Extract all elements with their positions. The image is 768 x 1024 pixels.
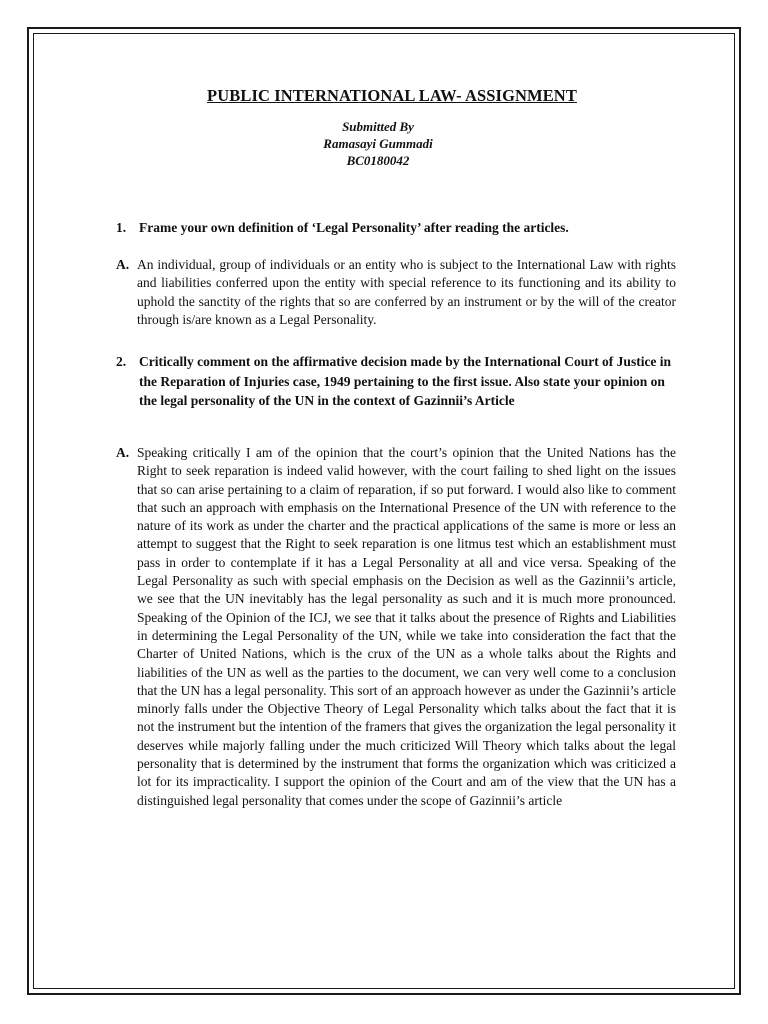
question-text: Frame your own definition of ‘Legal Personality’ after reading the articles. <box>139 220 569 235</box>
answer-label: A. <box>116 257 130 272</box>
answer-text: An individual, group of individuals or an entity who is subject to the International Law with rights and liabilities conferred upon the entity with special reference to its functioning and its ability to uphold the sanctity of the rights that so are conferred by an instrument or by the will of the creator through is/are known as a Legal Personality. <box>137 257 676 327</box>
author-name: Ramasayi Gummadi <box>323 136 433 151</box>
question-number: 1. <box>116 220 127 235</box>
submitted-by-label: Submitted By <box>342 119 414 134</box>
question-text: Critically comment on the affirmative decision made by the International Court of Justice in the Reparation of Injuries case, 1949 pertaining to the first issue. Also state your opinion on the legal personality of the UN in the context of Gazinnii’s Article <box>139 354 672 408</box>
question-number: 2. <box>116 354 127 369</box>
page-title: PUBLIC INTERNATIONAL LAW- ASSIGNMENT <box>207 86 577 105</box>
roll-number: BC0180042 <box>346 153 410 168</box>
answer-text: Speaking critically I am of the opinion that the court’s opinion that the United Nations has the Right to seek reparation is indeed valid however, with the court failing to shed light on the issues that so can arise pertaining to a claim of reparation, if so put forward. I would also like to comment that such an approach with emphasis on the International Presence of the UN with reference to the nature of its work as under the charter and the practical applications of the same is more or less an attempt to suggest that the Right to seek reparation is one litmus test which an establishment must pass in order to contemplate if it has a Legal Personality at all and vice versa. Speaking of the Legal Personality as such with special emphasis on the Decision as well as the Gazinnii’s article, we see that the UN inevitably has the legal personality as such and it is much more pronounced. Speaking of the Opinion of the ICJ, we see that it talks about the presence of Rights and Liabilities in determining the Legal Personality of the UN, while we take into consideration the fact that the Charter of United Nations, which is the crux of the UN as a whole talks about the Rights and liabilities of the UN as well as the parties to the document, we can very well come to a conclusion that the UN has a legal personality. This sort of an approach however as under the Gazinnii’s article minorly falls under the Objective Theory of Legal Personality which talks about the fact that it is not the instrument but the intention of the framers that gives the organization the legal personality it deserves while majorly falling under the much criticized Will Theory which talks about the legal personality that is determined by the instrument that forms the organization which was criticized a lot for its impracticality. I support the opinion of the Court and am of the view that the UN has a distinguished legal personality that comes under the scope of Gazinnii’s article <box>137 445 676 808</box>
answer-label: A. <box>116 445 130 460</box>
